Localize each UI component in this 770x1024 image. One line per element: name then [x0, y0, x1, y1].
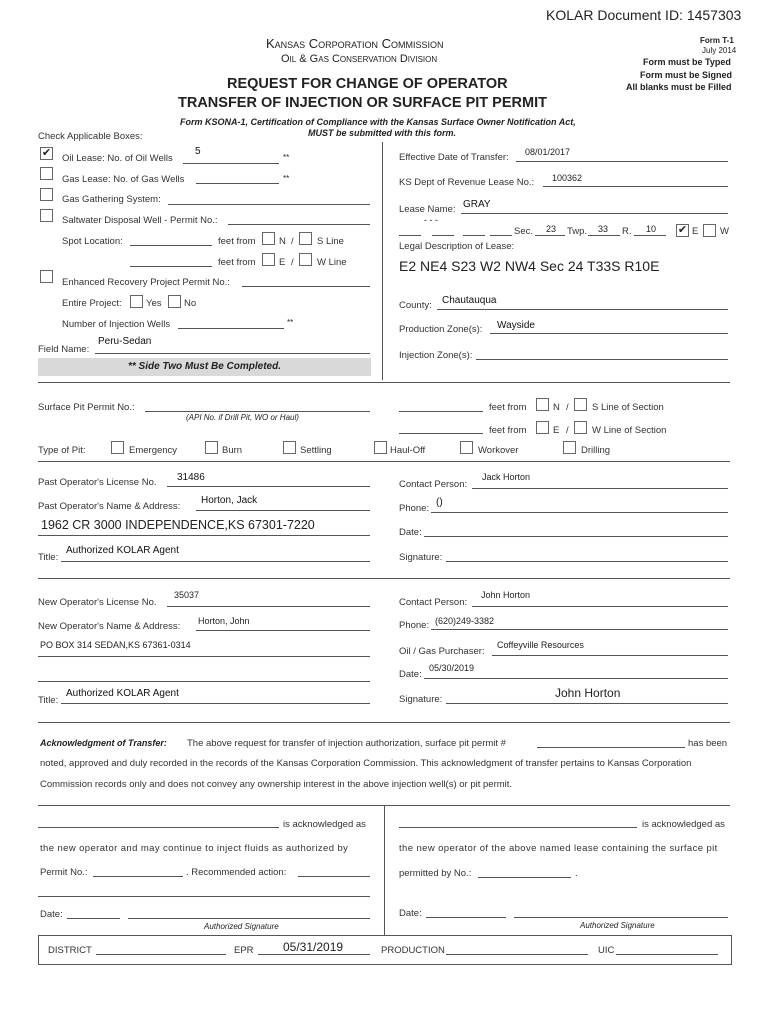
purchaser-value[interactable]: Coffeyville Resources [497, 640, 584, 650]
production-zone-label: Production Zone(s): [399, 324, 483, 335]
entire-no-checkbox[interactable] [168, 295, 181, 308]
effective-date-value[interactable]: 08/01/2017 [525, 147, 571, 157]
past-phone-label: Phone: [399, 503, 430, 514]
lease-name-label: Lease Name: [399, 204, 456, 215]
past-license-label: Past Operator's License No. [38, 477, 157, 488]
county-label: County: [399, 300, 432, 311]
injection-wells-label: Number of Injection Wells [62, 319, 171, 330]
ack-line-3: Commission records only and does not convey any ownership interest in the above injection well(s) or pit permit. [40, 779, 513, 790]
entire-project-label: Entire Project: [62, 298, 122, 309]
new-title-value[interactable]: Authorized KOLAR Agent [66, 688, 179, 699]
drilling-checkbox[interactable] [563, 441, 576, 454]
effective-date-label: Effective Date of Transfer: [399, 152, 509, 163]
field-name-value[interactable]: Peru-Sedan [98, 336, 152, 347]
past-name-value[interactable]: Horton, Jack [201, 495, 258, 506]
pit-n-checkbox[interactable] [536, 398, 549, 411]
new-name-label: New Operator's Name & Address: [38, 621, 181, 632]
ksdor-label: KS Dept of Revenue Lease No.: [399, 177, 535, 188]
legal-description-label: Legal Description of Lease: [399, 241, 515, 252]
right-auth-signature: Authorized Signature [580, 921, 655, 930]
api-note: (API No. if Drill Pit, WO or Haul) [186, 413, 299, 422]
new-signature-value[interactable]: John Horton [555, 686, 621, 700]
form-date: July 2014 [702, 46, 737, 55]
pit-e-checkbox[interactable] [536, 421, 549, 434]
legal-description-value[interactable]: E2 NE4 S23 W2 NW4 Sec 24 T33S R10E [399, 258, 660, 274]
left-auth-signature: Authorized Signature [204, 922, 279, 931]
spot-n-checkbox[interactable] [262, 232, 275, 245]
typed-note: Form must be Typed [643, 57, 731, 67]
production-label: PRODUCTION [381, 945, 445, 956]
eor-checkbox[interactable] [40, 270, 53, 283]
new-license-label: New Operator's License No. [38, 597, 157, 608]
new-contact-label: Contact Person: [399, 597, 468, 608]
section-divider [382, 142, 383, 380]
past-phone-value[interactable]: () [436, 497, 443, 508]
epr-value[interactable]: 05/31/2019 [283, 940, 344, 954]
past-signature-label: Signature: [399, 552, 443, 563]
purchaser-label: Oil / Gas Purchaser: [399, 646, 485, 657]
swd-checkbox[interactable] [40, 209, 53, 222]
new-address-value[interactable]: PO BOX 314 SEDAN,KS 67361-0314 [40, 640, 191, 650]
new-license-value[interactable]: 35037 [174, 590, 200, 600]
burn-checkbox[interactable] [205, 441, 218, 454]
gas-lease-checkbox[interactable] [40, 167, 53, 180]
past-contact-value[interactable]: Jack Horton [482, 472, 531, 482]
ack-right-text: the new operator of the above named lease containing the surface pit [399, 843, 718, 854]
spot-e-checkbox[interactable] [262, 253, 275, 266]
past-name-label: Past Operator's Name & Address: [38, 501, 181, 512]
injection-zone-label: Injection Zone(s): [399, 350, 473, 361]
range-w-checkbox[interactable] [703, 224, 716, 237]
range-e-checkbox[interactable]: ✔ [677, 224, 688, 236]
past-contact-label: Contact Person: [399, 479, 468, 490]
pit-type-label: Type of Pit: [38, 445, 86, 456]
ack-left-text: the new operator and may continue to inject fluids as authorized by [40, 843, 349, 854]
gas-gathering-label: Gas Gathering System: [62, 194, 161, 205]
agency-name: Kansas Corporation Commission [266, 36, 444, 51]
division-name: Oil & Gas Conservation Division [281, 53, 438, 65]
ack-line-2: noted, approved and duly recorded in the records of the Kansas Corporation Commission. This acknowledgment of transfer pertains to Kansas Corporation [40, 758, 692, 769]
past-title-value[interactable]: Authorized KOLAR Agent [66, 545, 179, 556]
oil-wells-count[interactable]: 5 [195, 146, 201, 157]
county-value[interactable]: Chautauqua [442, 295, 497, 306]
eor-label: Enhanced Recovery Project Permit No.: [62, 277, 230, 288]
lease-name-value[interactable]: GRAY [463, 199, 491, 210]
ksdor-value[interactable]: 100362 [552, 173, 583, 183]
new-title-label: Title: [38, 695, 59, 706]
form-title-1: REQUEST FOR CHANGE OF OPERATOR [227, 76, 508, 92]
past-address-value[interactable]: 1962 CR 3000 INDEPENDENCE,KS 67301-7220 [41, 518, 315, 532]
district-label: DISTRICT [48, 945, 92, 956]
field-name-label: Field Name: [38, 344, 90, 355]
form-title-2: TRANSFER OF INJECTION OR SURFACE PIT PERMIT [178, 95, 547, 111]
form-id: Form T-1 [700, 36, 734, 45]
new-date-label: Date: [399, 669, 422, 680]
spot-s-checkbox[interactable] [299, 232, 312, 245]
past-date-label: Date: [399, 527, 422, 538]
new-phone-label: Phone: [399, 620, 430, 631]
ksona-note: Form KSONA-1, Certification of Compliance with the Kansas Surface Owner Notification Act, [180, 117, 576, 127]
epr-label: EPR [234, 945, 254, 956]
gas-gathering-checkbox[interactable] [40, 188, 53, 201]
document-id: KOLAR Document ID: 1457303 [546, 7, 742, 23]
past-license-value[interactable]: 31486 [177, 472, 205, 483]
oil-lease-label: Oil Lease: No. of Oil Wells [62, 153, 173, 164]
emergency-checkbox[interactable] [111, 441, 124, 454]
township-value[interactable]: 33 [598, 224, 609, 234]
pit-w-checkbox[interactable] [574, 421, 587, 434]
range-value[interactable]: 10 [646, 224, 657, 234]
uic-label: UIC [598, 945, 615, 956]
new-date-value[interactable]: 05/30/2019 [429, 663, 475, 673]
past-title-label: Title: [38, 552, 59, 563]
pit-s-checkbox[interactable] [574, 398, 587, 411]
entire-yes-checkbox[interactable] [130, 295, 143, 308]
oil-lease-checkbox[interactable]: ✔ [41, 147, 52, 159]
section-value[interactable]: 23 [546, 224, 557, 234]
side-two-banner: ** Side Two Must Be Completed. [38, 358, 371, 376]
new-name-value[interactable]: Horton, John [198, 616, 250, 626]
production-zone-value[interactable]: Wayside [497, 320, 535, 331]
signed-note: Form must be Signed [640, 70, 733, 80]
surface-pit-label: Surface Pit Permit No.: [38, 402, 135, 413]
blanks-note: All blanks must be Filled [626, 82, 732, 92]
swd-label: Saltwater Disposal Well - Permit No.: [62, 215, 218, 226]
spot-location-label: Spot Location: [62, 236, 123, 247]
ksona-note-2: MUST be submitted with this form. [308, 128, 456, 138]
new-phone-value[interactable]: (620)249-3382 [435, 616, 495, 626]
workover-checkbox[interactable] [460, 441, 473, 454]
ack-title: Acknowledgment of Transfer: [40, 738, 167, 748]
new-signature-label: Signature: [399, 694, 443, 705]
haul-off-checkbox[interactable] [374, 441, 387, 454]
spot-w-checkbox[interactable] [299, 253, 312, 266]
ack-line-1: The above request for transfer of injection authorization, surface pit permit # [187, 738, 506, 749]
gas-lease-label: Gas Lease: No. of Gas Wells [62, 174, 185, 185]
check-boxes-label: Check Applicable Boxes: [38, 131, 143, 142]
new-contact-value[interactable]: John Horton [481, 590, 531, 600]
settling-checkbox[interactable] [283, 441, 296, 454]
